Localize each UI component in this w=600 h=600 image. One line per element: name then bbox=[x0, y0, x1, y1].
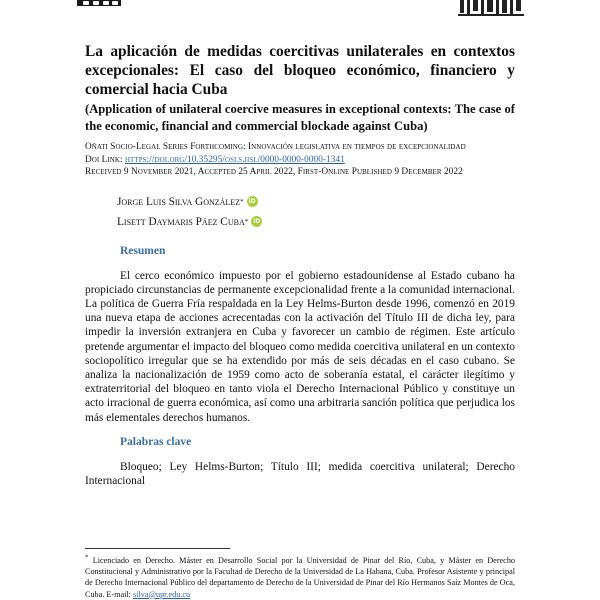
author-row: Jorge Luis Silva González * iD bbox=[117, 192, 515, 212]
author-email-link[interactable]: silva@upr.edu.cu bbox=[132, 589, 191, 599]
keywords-text: Bloqueo; Ley Helms-Burton; Título III; medida coercitiva unilateral; Derecho Internacional bbox=[85, 460, 515, 487]
paper-body bbox=[85, 42, 515, 488]
author-name: Jorge Luis Silva González bbox=[117, 195, 241, 208]
doi-line bbox=[85, 154, 515, 167]
orcid-icon[interactable]: iD bbox=[248, 198, 256, 205]
institute-logo-right bbox=[458, 0, 524, 16]
footnote-text: Licenciado en Derecho. Máster en Desarrollo Social por la Universidad de Pinar del Río, Cuba, y Máster en Derecho Constitucional y Administrativo por la Facultad de Derecho de la Universidad de La Habana, Cuba. Profesor Asistente y principal de Derecho Internacional Público del departamento de Derecho de la Universidad de Pinar del Río Hermanos Saíz Montes de Oca, Cuba. E-mail: bbox=[85, 556, 516, 599]
orcid-icon[interactable]: iD bbox=[253, 218, 261, 225]
paper-title: La aplicación de medidas coercitivas unilaterales en contextos excepcionales: El caso del bloqueo económico, financiero y comercial hacia Cuba bbox=[85, 43, 515, 98]
journal-logo-left bbox=[77, 0, 121, 6]
keywords-heading: Palabras clave bbox=[120, 435, 192, 448]
footnote bbox=[85, 555, 515, 600]
footnote-divider bbox=[85, 548, 230, 549]
abstract-heading: Resumen bbox=[120, 244, 166, 257]
paper-metadata bbox=[85, 141, 515, 179]
abstract-text: El cerco económico impuesto por el gobierno estadounidense al Estado cubano ha propiciado circunstancias de permanente excepcionalidad frente a la comunidad internacional. La política de Guerra Fría respaldada en la Ley Helms-Burton desde 1996, comenzó en 2019 una nueva etapa de acciones acrecentadas con la activación del Título III de dicha ley, para impedir la inversión extranjera en Cuba y favorecer un cambio de régimen. Este artículo pretende argumentar el impacto del bloqueo como medida coercitiva unilateral en un contexto sociopolítico irregular que se ha extendido por más de seis décadas en el caso cubano. Se analiza la nacionalización de 1959 como acto de soberanía estatal, el carácter ilegítimo y extraterritorial del bloqueo en tanto viola el Derecho Internacional Público y constituye un acto irracional de guerra económica, así como una arbitraria sanción política que perjudica los más elementales derechos humanos. bbox=[85, 269, 515, 424]
series-line: Oñati Socio-Legal Series Forthcoming: Innovación legislativa en tiempos de excepcionalidad bbox=[85, 142, 466, 152]
footnote-marker: * bbox=[85, 553, 89, 562]
dates-line: Received 9 November 2021, Accepted 25 April 2022, First-Online Published 9 December 2022 bbox=[85, 167, 463, 177]
paper-subtitle: (Application of unilateral coercive measures in exceptional contexts: The case of the economic, financial and commercial blockade against Cuba) bbox=[85, 102, 515, 133]
doi-label: Doi Link: bbox=[85, 154, 123, 165]
author-row: Lisett Daymaris Páez Cuba * iD bbox=[117, 212, 515, 232]
author-name: Lisett Daymaris Páez Cuba bbox=[117, 215, 245, 228]
doi-link[interactable]: https://doi.org/10.35295/osls.iisl/0000-0000-0000-1341 bbox=[124, 154, 345, 165]
author-list bbox=[85, 192, 515, 232]
